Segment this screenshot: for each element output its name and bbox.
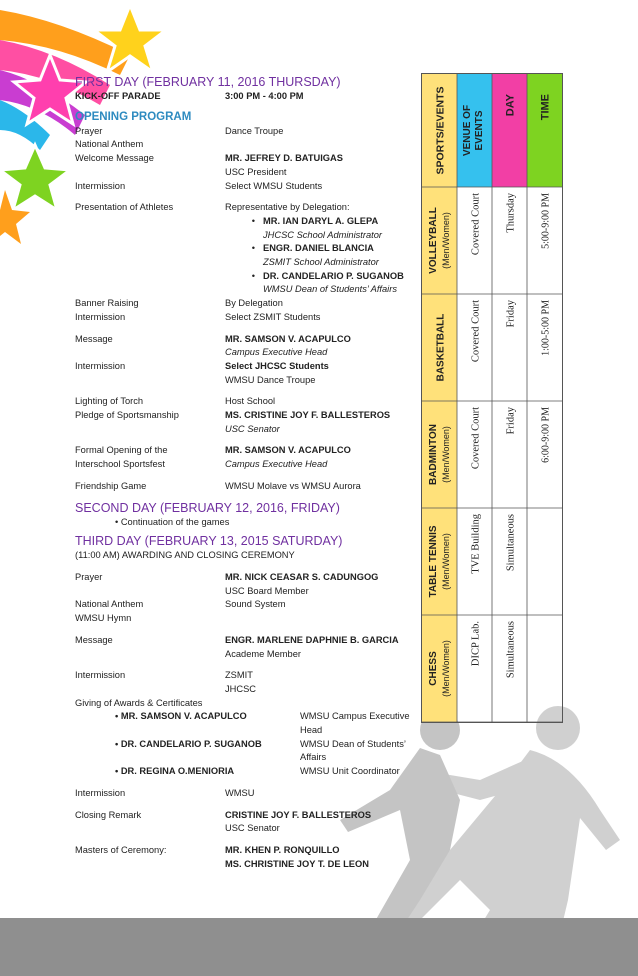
friendship-row bbox=[75, 480, 420, 494]
award-name: • DR. REGINA O.MENIORIA bbox=[115, 766, 235, 777]
row-sub: USC President bbox=[225, 166, 287, 177]
formal-opening-row bbox=[75, 444, 420, 471]
row-label: Intermission bbox=[75, 787, 126, 798]
row-value bbox=[225, 138, 420, 152]
award-item bbox=[75, 738, 420, 765]
delegate-name: DR. CANDELARIO P. SUGANOB bbox=[263, 270, 404, 281]
row-value: MR. JEFREY D. BATUIGAS bbox=[225, 153, 343, 164]
day-cell: Simultaneous bbox=[505, 514, 517, 572]
sport-note: (Men/Women) bbox=[441, 533, 451, 590]
time-cell: 5:00-9:00 PM bbox=[540, 193, 552, 249]
delegate-role: JHCSC School Administrator bbox=[263, 229, 383, 240]
row-label: Message bbox=[75, 333, 113, 344]
delegate-item: • DR. CANDELARIO P. SUGANOB WMSU Dean of Students’ Affairs bbox=[225, 270, 420, 297]
torch-row bbox=[75, 395, 420, 409]
sport-name: TABLE TENNIS bbox=[428, 525, 439, 598]
row-value: Select ZSMIT Students bbox=[225, 311, 321, 322]
kickoff-time: 3:00 PM - 4:00 PM bbox=[225, 91, 304, 101]
row-label: Presentation of Athletes bbox=[75, 202, 174, 213]
row-label: Lighting of Torch bbox=[75, 396, 144, 407]
venue-cell: DICP Lab. bbox=[470, 621, 482, 667]
header-cell bbox=[527, 74, 562, 187]
intermission-row bbox=[75, 180, 420, 194]
row-value: Sound System bbox=[225, 599, 286, 610]
welcome-row bbox=[75, 152, 420, 179]
header-venue-line2: EVENTS bbox=[474, 110, 485, 151]
venue-cell: Covered Court bbox=[470, 300, 482, 363]
header-day: DAY bbox=[504, 94, 517, 117]
row-label: Masters of Ceremony: bbox=[75, 844, 167, 855]
day2-item: • Continuation of the games bbox=[115, 516, 230, 527]
row-label: Prayer bbox=[75, 125, 103, 136]
row-value: Representative by Delegation: bbox=[225, 202, 350, 213]
award-item bbox=[75, 710, 420, 737]
day3-anthem-row bbox=[75, 598, 420, 612]
row-label: Banner Raising bbox=[75, 298, 139, 309]
row-label: Formal Opening of the bbox=[75, 445, 168, 456]
sport-note: (Men/Women) bbox=[441, 212, 451, 269]
header-cell bbox=[492, 74, 527, 187]
sport-note: (Men/Women) bbox=[441, 426, 451, 483]
delegate-item: • MR. IAN DARYL A. GLEPA JHCSC School Administrator bbox=[225, 215, 420, 242]
row-label: Intermission bbox=[75, 311, 126, 322]
sport-name: CHESS bbox=[428, 651, 439, 686]
award-role: WMSU Unit Coordinator bbox=[300, 766, 400, 777]
row-value: MR. KHEN P. RONQUILLO bbox=[225, 844, 340, 855]
row-value: ZSMIT bbox=[225, 670, 253, 681]
program-section bbox=[75, 74, 420, 871]
sport-name: BASKETBALL bbox=[435, 313, 447, 382]
row-label: National Anthem bbox=[75, 599, 144, 610]
masters-row bbox=[75, 844, 420, 871]
award-role: WMSU Campus Executive Head bbox=[300, 711, 410, 736]
row-value: Select JHCSC Students bbox=[225, 360, 329, 371]
prayer-row bbox=[75, 125, 420, 139]
venue-cell: Covered Court bbox=[470, 193, 482, 256]
day3-subtitle: (11:00 AM) AWARDING AND CLOSING CEREMONY bbox=[75, 550, 295, 561]
delegate-item: • ENGR. DANIEL BLANCIA ZSMIT School Administrator bbox=[225, 242, 420, 269]
day1-title: FIRST DAY (FEBRUARY 11, 2016 THURSDAY) bbox=[75, 75, 341, 89]
day3-message-row bbox=[75, 634, 420, 661]
row-value: CRISTINE JOY F. BALLESTEROS bbox=[225, 809, 372, 820]
closing-row bbox=[75, 809, 420, 836]
row-sub: Campus Executive Head bbox=[225, 347, 328, 358]
banner-row bbox=[75, 297, 420, 311]
award-name: • MR. SAMSON V. ACAPULCO bbox=[115, 711, 247, 722]
day3-hymn-row bbox=[75, 612, 420, 626]
venue-cell: Covered Court bbox=[470, 407, 482, 470]
row-label: WMSU Hymn bbox=[75, 613, 132, 624]
row-label: National Anthem bbox=[75, 139, 144, 150]
row-label: Friendship Game bbox=[75, 480, 147, 491]
day-cell: Simultaneous bbox=[505, 621, 517, 679]
row-label: Intermission bbox=[75, 180, 126, 191]
row-value: MS. CHRISTINE JOY T. DE LEON bbox=[225, 858, 369, 869]
kickoff-row bbox=[75, 90, 420, 104]
award-name: • DR. CANDELARIO P. SUGANOB bbox=[115, 738, 262, 749]
row-value: MR. SAMSON V. ACAPULCO bbox=[225, 333, 351, 344]
row-value: Host School bbox=[225, 396, 276, 407]
sport-name: BADMINTON bbox=[428, 424, 439, 485]
row-label: Interschool Sportsfest bbox=[75, 459, 165, 470]
sport-name: VOLLEYBALL bbox=[428, 207, 439, 274]
row-label: Welcome Message bbox=[75, 153, 154, 164]
row-sub: WMSU Dance Troupe bbox=[225, 374, 316, 385]
row-label: Intermission bbox=[75, 360, 126, 371]
delegate-name: ENGR. DANIEL BLANCIA bbox=[263, 243, 374, 254]
day3-intermission-row bbox=[75, 669, 420, 696]
row-value: By Delegation bbox=[225, 298, 283, 309]
row-sub: USC Senator bbox=[225, 423, 280, 434]
row-sub: JHCSC bbox=[225, 683, 256, 694]
opening-program-title: OPENING PROGRAM bbox=[75, 110, 192, 123]
day2-title: SECOND DAY (FEBRUARY 12, 2016, FRIDAY) bbox=[75, 500, 340, 515]
pledge-row bbox=[75, 409, 420, 436]
row-value: Select WMSU Students bbox=[225, 180, 323, 191]
row-label: Pledge of Sportsmanship bbox=[75, 410, 179, 421]
row-sub: USC Senator bbox=[225, 823, 280, 834]
venue-cell: TVE Building bbox=[470, 514, 482, 574]
day3-intermission2-row bbox=[75, 787, 420, 801]
header-venue: VENUE OF bbox=[462, 104, 473, 157]
kickoff-label: KICK-OFF PARADE bbox=[75, 91, 161, 101]
row-sub: Campus Executive Head bbox=[225, 459, 328, 470]
delegate-role: WMSU Dean of Students’ Affairs bbox=[263, 284, 397, 295]
row-value: ENGR. MARLENE DAPHNIE B. GARCIA bbox=[225, 634, 399, 645]
row-value: MS. CRISTINE JOY F. BALLESTEROS bbox=[225, 410, 391, 421]
day3-prayer-row bbox=[75, 571, 420, 598]
delegate-name: MR. IAN DARYL A. GLEPA bbox=[263, 215, 379, 226]
row-value: MR. SAMSON V. ACAPULCO bbox=[225, 445, 351, 456]
footer-bar bbox=[0, 918, 638, 976]
schedule-grid bbox=[422, 74, 562, 722]
day-cell: Thursday bbox=[505, 193, 517, 233]
delegate-role: ZSMIT School Administrator bbox=[263, 257, 379, 268]
presentation-row bbox=[75, 201, 420, 297]
row-value: WMSU Molave vs WMSU Aurora bbox=[225, 480, 361, 491]
day-cell: Friday bbox=[505, 407, 517, 435]
row-label: Intermission bbox=[75, 670, 126, 681]
sport-note: (Men/Women) bbox=[441, 640, 451, 697]
row-label: Closing Remark bbox=[75, 809, 142, 820]
schedule-table bbox=[421, 73, 563, 723]
time-cell: 6:00-9:00 PM bbox=[540, 407, 552, 463]
row-value: WMSU bbox=[225, 787, 255, 798]
intermission3-row bbox=[75, 360, 420, 387]
row-value: MR. NICK CEASAR S. CADUNGOG bbox=[225, 571, 379, 582]
intermission2-row bbox=[75, 311, 420, 325]
row-sub: Academe Member bbox=[225, 648, 301, 659]
header-sports: SPORTS/EVENTS bbox=[434, 86, 447, 175]
row-sub: USC Board Member bbox=[225, 585, 309, 596]
day-cell: Friday bbox=[505, 300, 517, 328]
header-time: TIME bbox=[539, 94, 552, 121]
day3-title: THIRD DAY (FEBRUARY 13, 2015 SATURDAY) bbox=[75, 534, 343, 549]
row-label: Message bbox=[75, 634, 113, 645]
award-role: WMSU Dean of Students’ Affairs bbox=[300, 738, 406, 763]
row-label: Prayer bbox=[75, 571, 103, 582]
awards-label: Giving of Awards & Certificates bbox=[75, 697, 203, 708]
time-cell: 1:00-5:00 PM bbox=[540, 300, 552, 356]
award-item bbox=[75, 765, 420, 779]
row-value: Dance Troupe bbox=[225, 125, 284, 136]
anthem-row bbox=[75, 138, 420, 152]
message-row bbox=[75, 333, 420, 360]
